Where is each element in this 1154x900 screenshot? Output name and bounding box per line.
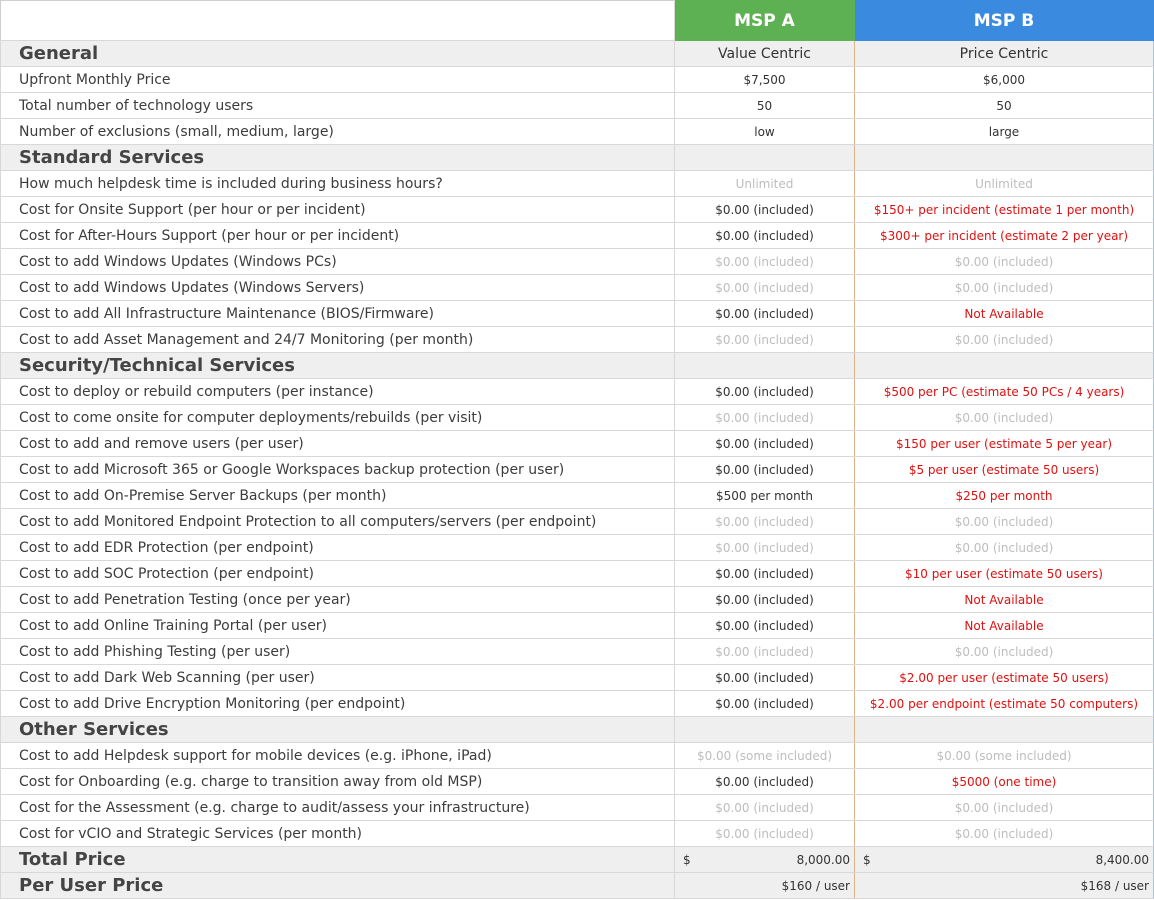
section-title: Security/Technical Services xyxy=(1,353,675,379)
table-row xyxy=(1,587,1154,613)
msp-b-value: $0.00 (included) xyxy=(855,795,1154,821)
table-row xyxy=(1,743,1154,769)
currency-symbol: $ xyxy=(863,852,871,867)
table-row xyxy=(1,613,1154,639)
msp-b-value: $0.00 (included) xyxy=(855,405,1154,431)
total-price-row xyxy=(1,847,1154,873)
msp-a-value: 50 xyxy=(675,93,855,119)
row-label: Cost to add Monitored Endpoint Protection to all computers/servers (per endpoint) xyxy=(1,509,675,535)
table-row xyxy=(1,93,1154,119)
table-row xyxy=(1,483,1154,509)
msp-a-value: $0.00 (included) xyxy=(675,327,855,353)
section-header-row xyxy=(1,717,1154,743)
total-amount: 8,400.00 xyxy=(1095,852,1149,867)
row-label: How much helpdesk time is included during business hours? xyxy=(1,171,675,197)
table-row xyxy=(1,431,1154,457)
msp-a-value: Unlimited xyxy=(675,171,855,197)
table-row xyxy=(1,769,1154,795)
table-row xyxy=(1,795,1154,821)
section-msp-b-cell: Price Centric xyxy=(855,41,1154,67)
row-label: Number of exclusions (small, medium, large) xyxy=(1,119,675,145)
total-price-msp-b-cell xyxy=(855,847,1154,873)
msp-b-value: $6,000 xyxy=(855,67,1154,93)
row-label: Cost to add Dark Web Scanning (per user) xyxy=(1,665,675,691)
row-label: Cost to add Asset Management and 24/7 Monitoring (per month) xyxy=(1,327,675,353)
section-msp-b-cell xyxy=(855,717,1154,743)
msp-a-value: $0.00 (included) xyxy=(675,769,855,795)
table-row xyxy=(1,249,1154,275)
total-price-msp-a-cell xyxy=(675,847,855,873)
row-label: Cost for the Assessment (e.g. charge to audit/assess your infrastructure) xyxy=(1,795,675,821)
total-price-msp-a-value xyxy=(675,853,854,867)
msp-a-value: $0.00 (included) xyxy=(675,665,855,691)
msp-a-value: $0.00 (included) xyxy=(675,249,855,275)
msp-b-value: $0.00 (included) xyxy=(855,535,1154,561)
row-label: Cost to add Phishing Testing (per user) xyxy=(1,639,675,665)
table-row xyxy=(1,379,1154,405)
msp-b-value: $300+ per incident (estimate 2 per year) xyxy=(855,223,1154,249)
msp-a-value: $0.00 (included) xyxy=(675,587,855,613)
table-row xyxy=(1,639,1154,665)
row-label: Cost to add On-Premise Server Backups (per month) xyxy=(1,483,675,509)
section-msp-a-cell xyxy=(675,353,855,379)
msp-b-value: $250 per month xyxy=(855,483,1154,509)
msp-b-header: MSP B xyxy=(855,1,1154,41)
msp-a-value: $0.00 (included) xyxy=(675,613,855,639)
header-row xyxy=(1,1,1154,41)
row-label: Cost for vCIO and Strategic Services (per month) xyxy=(1,821,675,847)
row-label: Cost to add Helpdesk support for mobile devices (e.g. iPhone, iPad) xyxy=(1,743,675,769)
msp-b-value: $150 per user (estimate 5 per year) xyxy=(855,431,1154,457)
total-price-label: Total Price xyxy=(1,847,675,873)
msp-b-value: large xyxy=(855,119,1154,145)
section-msp-a-cell: Value Centric xyxy=(675,41,855,67)
section-msp-a-cell xyxy=(675,717,855,743)
per-user-price-label: Per User Price xyxy=(1,873,675,899)
msp-a-value: $0.00 (included) xyxy=(675,457,855,483)
msp-b-value: $2.00 per user (estimate 50 users) xyxy=(855,665,1154,691)
msp-b-value: Not Available xyxy=(855,301,1154,327)
row-label: Cost to add Windows Updates (Windows PCs) xyxy=(1,249,675,275)
msp-b-value: 50 xyxy=(855,93,1154,119)
msp-b-value: Not Available xyxy=(855,587,1154,613)
msp-a-value: $500 per month xyxy=(675,483,855,509)
msp-a-value: $0.00 (included) xyxy=(675,509,855,535)
msp-a-value: $0.00 (included) xyxy=(675,197,855,223)
msp-a-value: $0.00 (included) xyxy=(675,301,855,327)
msp-b-value: $0.00 (included) xyxy=(855,639,1154,665)
msp-a-value: $7,500 xyxy=(675,67,855,93)
table-row xyxy=(1,171,1154,197)
table-row xyxy=(1,457,1154,483)
section-msp-b-cell xyxy=(855,145,1154,171)
per-user-price-msp-a: $160 / user xyxy=(675,873,855,899)
msp-a-value: $0.00 (included) xyxy=(675,821,855,847)
msp-b-value: $5 per user (estimate 50 users) xyxy=(855,457,1154,483)
row-label: Upfront Monthly Price xyxy=(1,67,675,93)
msp-b-value: $0.00 (some included) xyxy=(855,743,1154,769)
msp-a-value: $0.00 (included) xyxy=(675,795,855,821)
msp-b-value: $0.00 (included) xyxy=(855,249,1154,275)
row-label: Cost to add Microsoft 365 or Google Workspaces backup protection (per user) xyxy=(1,457,675,483)
table-row xyxy=(1,119,1154,145)
row-label: Cost to add All Infrastructure Maintenance (BIOS/Firmware) xyxy=(1,301,675,327)
table-row xyxy=(1,275,1154,301)
section-header-row xyxy=(1,145,1154,171)
msp-a-header: MSP A xyxy=(675,1,855,41)
msp-b-value: $0.00 (included) xyxy=(855,327,1154,353)
table-row xyxy=(1,691,1154,717)
row-label: Cost to add EDR Protection (per endpoint) xyxy=(1,535,675,561)
table-row xyxy=(1,223,1154,249)
msp-a-value: $0.00 (included) xyxy=(675,691,855,717)
msp-b-value: $2.00 per endpoint (estimate 50 computers) xyxy=(855,691,1154,717)
section-header-row xyxy=(1,41,1154,67)
msp-a-value: $0.00 (included) xyxy=(675,639,855,665)
comparison-table-body xyxy=(1,1,1154,899)
section-header-row xyxy=(1,353,1154,379)
msp-b-value: Not Available xyxy=(855,613,1154,639)
msp-a-value: $0.00 (some included) xyxy=(675,743,855,769)
table-row xyxy=(1,405,1154,431)
table-row xyxy=(1,665,1154,691)
per-user-price-msp-b: $168 / user xyxy=(855,873,1154,899)
row-label: Cost for After-Hours Support (per hour or per incident) xyxy=(1,223,675,249)
row-label: Cost to come onsite for computer deployments/rebuilds (per visit) xyxy=(1,405,675,431)
section-title: Other Services xyxy=(1,717,675,743)
table-row xyxy=(1,197,1154,223)
msp-b-value: $500 per PC (estimate 50 PCs / 4 years) xyxy=(855,379,1154,405)
msp-a-value: $0.00 (included) xyxy=(675,561,855,587)
per-user-price-row xyxy=(1,873,1154,899)
msp-b-value: $0.00 (included) xyxy=(855,821,1154,847)
table-row xyxy=(1,821,1154,847)
table-row xyxy=(1,301,1154,327)
row-label: Cost to add Drive Encryption Monitoring (per endpoint) xyxy=(1,691,675,717)
row-label: Cost for Onboarding (e.g. charge to transition away from old MSP) xyxy=(1,769,675,795)
row-label: Cost to add and remove users (per user) xyxy=(1,431,675,457)
row-label: Total number of technology users xyxy=(1,93,675,119)
section-msp-b-cell xyxy=(855,353,1154,379)
msp-a-value: $0.00 (included) xyxy=(675,431,855,457)
section-msp-a-cell xyxy=(675,145,855,171)
section-title: Standard Services xyxy=(1,145,675,171)
table-row xyxy=(1,67,1154,93)
row-label: Cost to add SOC Protection (per endpoint) xyxy=(1,561,675,587)
total-price-msp-b-value xyxy=(855,853,1153,867)
row-label: Cost to deploy or rebuild computers (per instance) xyxy=(1,379,675,405)
table-row xyxy=(1,327,1154,353)
section-title: General xyxy=(1,41,675,67)
msp-a-value: $0.00 (included) xyxy=(675,275,855,301)
row-label: Cost for Onsite Support (per hour or per incident) xyxy=(1,197,675,223)
row-label: Cost to add Windows Updates (Windows Servers) xyxy=(1,275,675,301)
row-label: Cost to add Penetration Testing (once per year) xyxy=(1,587,675,613)
currency-symbol: $ xyxy=(683,852,691,867)
msp-b-value: $0.00 (included) xyxy=(855,275,1154,301)
table-row xyxy=(1,535,1154,561)
msp-b-value: $0.00 (included) xyxy=(855,509,1154,535)
msp-a-value: $0.00 (included) xyxy=(675,405,855,431)
msp-a-value: low xyxy=(675,119,855,145)
total-amount: 8,000.00 xyxy=(796,852,850,867)
msp-a-value: $0.00 (included) xyxy=(675,535,855,561)
header-blank-cell xyxy=(1,1,675,41)
table-row xyxy=(1,561,1154,587)
msp-b-value: $10 per user (estimate 50 users) xyxy=(855,561,1154,587)
msp-b-value: $150+ per incident (estimate 1 per month) xyxy=(855,197,1154,223)
msp-b-value: $5000 (one time) xyxy=(855,769,1154,795)
msp-a-value: $0.00 (included) xyxy=(675,223,855,249)
msp-a-value: $0.00 (included) xyxy=(675,379,855,405)
table-row xyxy=(1,509,1154,535)
row-label: Cost to add Online Training Portal (per user) xyxy=(1,613,675,639)
msp-b-value: Unlimited xyxy=(855,171,1154,197)
